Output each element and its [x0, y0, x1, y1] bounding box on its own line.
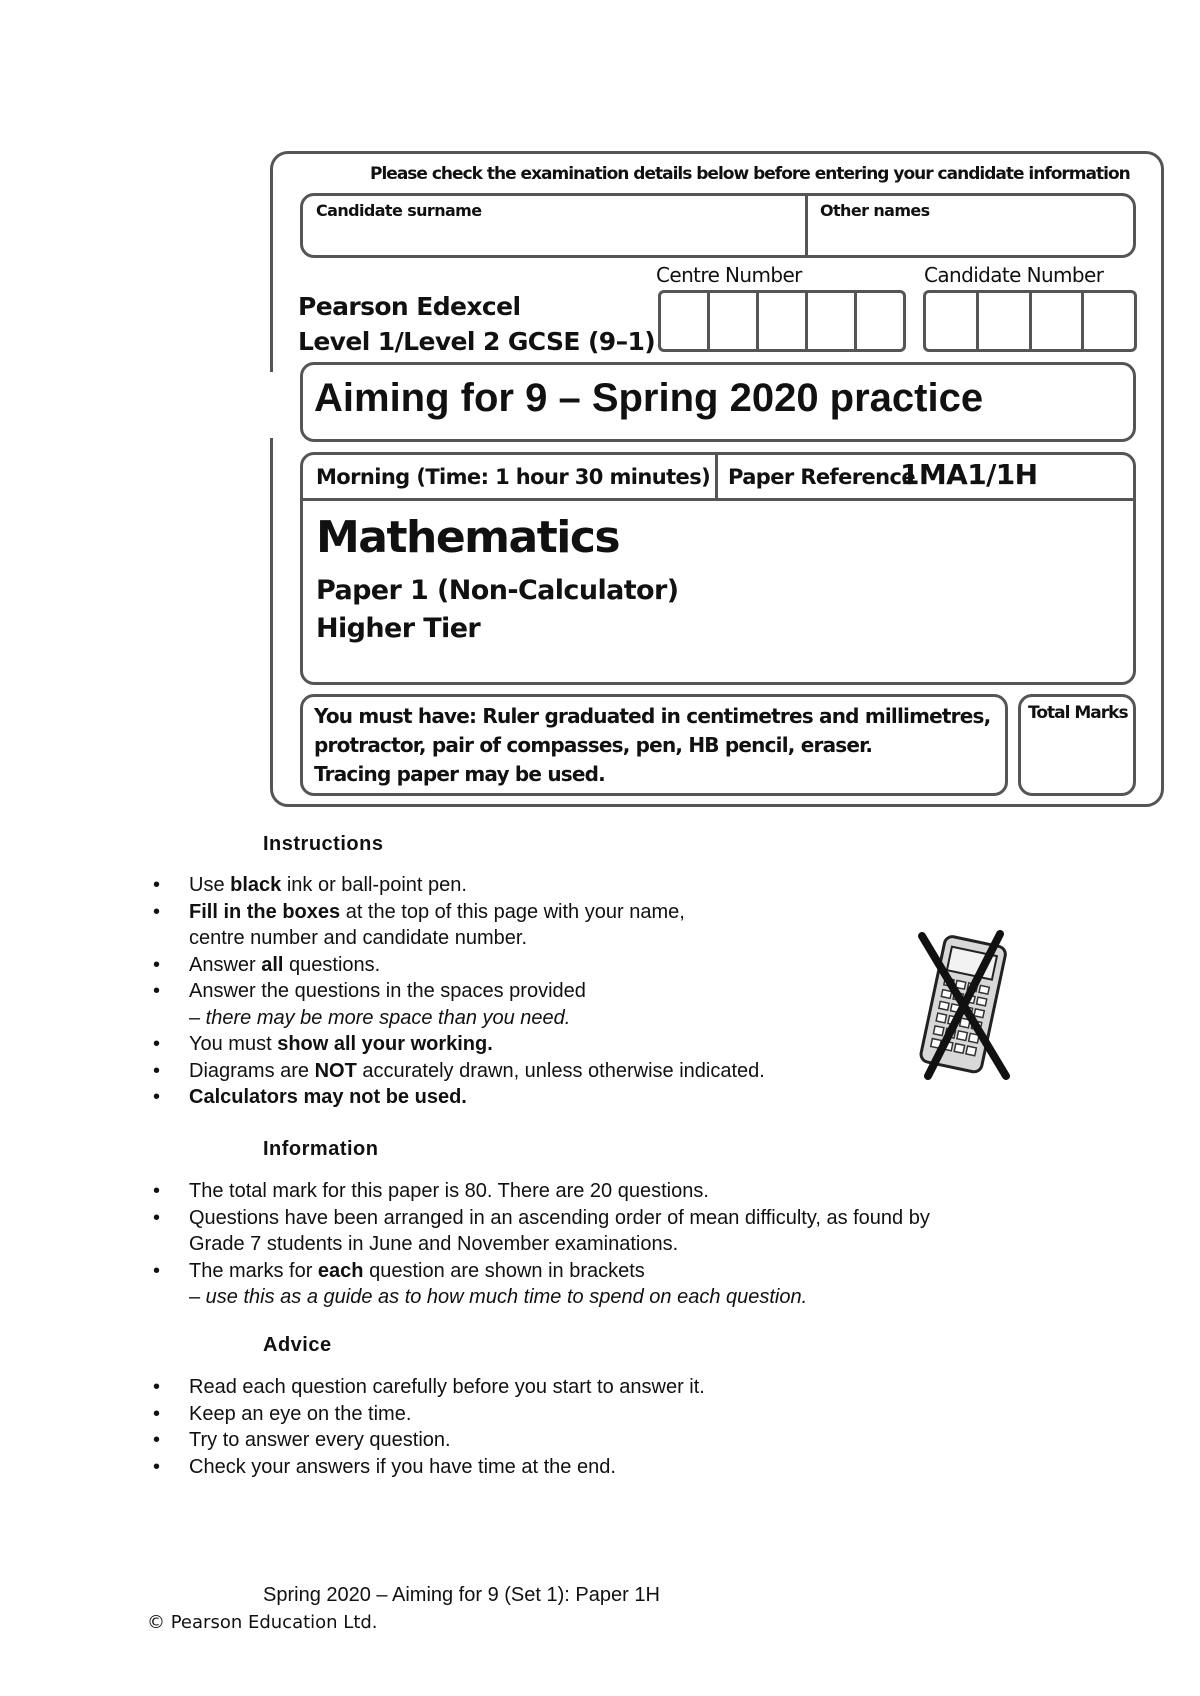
centre-number-label: Centre Number	[656, 263, 802, 287]
paper-reference-label: Paper Reference	[728, 465, 915, 489]
must-have-line2: protractor, pair of compasses, pen, HB pencil, eraser.	[314, 733, 873, 757]
centre-digit-box[interactable]	[857, 293, 903, 349]
total-marks-label: Total Marks	[1028, 703, 1128, 723]
candidate-number-label: Candidate Number	[924, 263, 1104, 287]
list-item: • Try to answer every question.	[153, 1429, 451, 1451]
must-have-label: You must have:	[314, 704, 477, 728]
advice-list	[147, 1374, 947, 1480]
candidate-surname-label: Candidate surname	[316, 201, 482, 220]
footer-series: Spring 2020 – Aiming for 9 (Set 1): Paper 1H	[263, 1584, 660, 1606]
advice-heading: Advice	[263, 1334, 332, 1356]
session-divider-v	[715, 455, 718, 500]
list-item: • Diagrams are NOT accurately drawn, unless otherwise indicated.	[153, 1059, 765, 1082]
subject-title: Mathematics	[316, 512, 620, 563]
centre-digit-box[interactable]	[759, 293, 808, 349]
paper-reference-code: 1MA1/1H	[900, 458, 1038, 491]
other-names-label: Other names	[820, 201, 930, 220]
must-have-line1: Ruler graduated in centimetres and millimetres,	[482, 704, 991, 728]
centre-number-boxes[interactable]	[658, 290, 906, 352]
list-item: • Answer the questions in the spaces provided – there may be more space than you need.	[153, 980, 586, 1029]
list-item: • The total mark for this paper is 80. There are 20 questions.	[153, 1180, 709, 1202]
list-item: • Check your answers if you have time at the end.	[153, 1455, 616, 1478]
list-item: • Answer all questions.	[153, 953, 381, 976]
list-item: • Questions have been arranged in an ascending order of mean difficulty, as found by Grade 7 students in June and November examinations.	[153, 1206, 930, 1255]
list-item: • The marks for each question are shown in brackets – use this as a guide as to how much time to spend on each question.	[153, 1259, 808, 1308]
information-heading: Information	[263, 1138, 379, 1160]
board-name: Pearson Edexcel	[298, 292, 521, 321]
session-divider-h	[302, 498, 1134, 501]
name-divider	[805, 196, 808, 255]
tier: Higher Tier	[316, 613, 481, 644]
border-gap	[262, 372, 278, 438]
exam-title: Aiming for 9 – Spring 2020 practice	[314, 376, 984, 420]
list-item: • Read each question carefully before you start to answer it.	[153, 1376, 705, 1398]
centre-digit-box[interactable]	[710, 293, 759, 349]
centre-digit-box[interactable]	[808, 293, 857, 349]
list-item: • Fill in the boxes at the top of this page with your name, centre number and candidate number.	[153, 900, 685, 949]
check-notice: Please check the examination details below before entering your candidate information	[370, 164, 1130, 184]
qualification: Level 1/Level 2 GCSE (9–1)	[298, 327, 656, 356]
list-item: • Use black ink or ball-point pen.	[153, 874, 467, 896]
candidate-digit-box[interactable]	[926, 293, 979, 349]
candidate-digit-box[interactable]	[1084, 293, 1134, 349]
list-item: • You must show all your working.	[153, 1033, 493, 1055]
must-have-line3: Tracing paper may be used.	[314, 762, 605, 786]
candidate-number-boxes[interactable]	[923, 290, 1137, 352]
list-item: • Keep an eye on the time.	[153, 1402, 412, 1425]
instructions-heading: Instructions	[263, 833, 384, 855]
session-time: Morning (Time: 1 hour 30 minutes)	[316, 465, 711, 489]
equipment-text	[314, 702, 990, 789]
footer-copyright: © Pearson Education Ltd.	[147, 1612, 378, 1633]
no-calculator-icon	[910, 930, 1014, 1080]
information-list	[147, 1178, 1047, 1311]
instructions-list	[147, 872, 907, 1111]
paper-name: Paper 1 (Non-Calculator)	[316, 575, 679, 606]
candidate-digit-box[interactable]	[1032, 293, 1085, 349]
centre-digit-box[interactable]	[661, 293, 710, 349]
list-item: • Calculators may not be used.	[153, 1086, 467, 1108]
candidate-digit-box[interactable]	[979, 293, 1032, 349]
